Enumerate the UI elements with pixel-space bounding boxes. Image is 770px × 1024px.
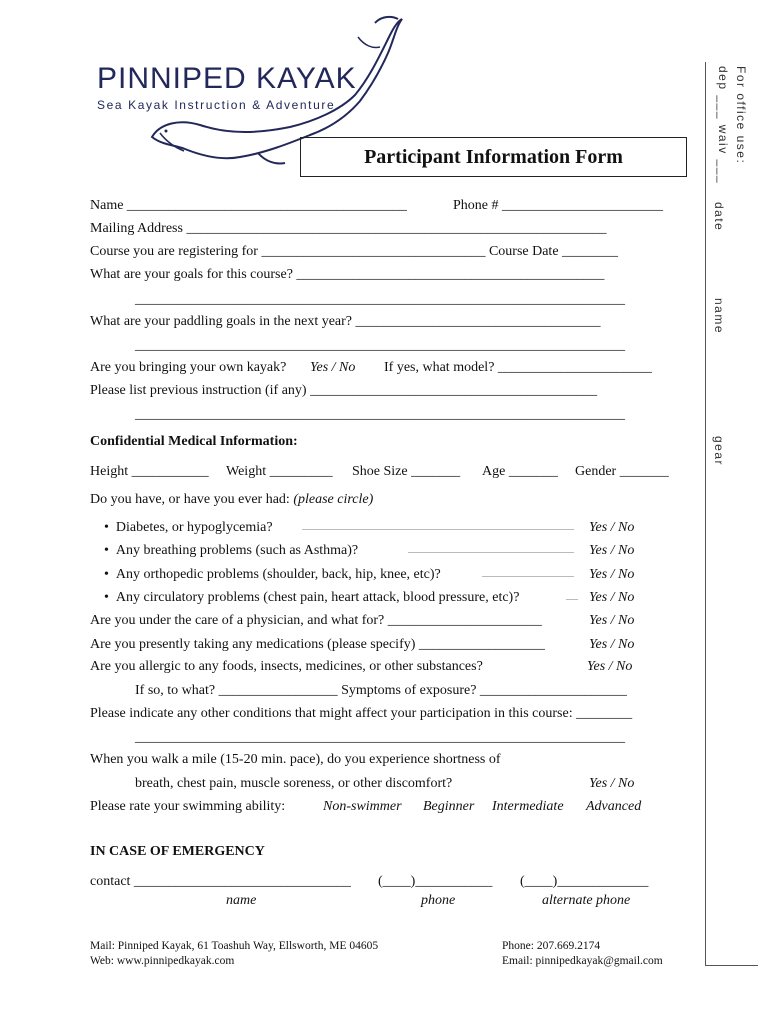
course-field[interactable]: Course you are registering for ________________________________ Course Date ________ [90, 244, 619, 259]
previous-instruction-line2[interactable]: ______________________________________________________________________ [135, 407, 625, 422]
condition-label: Any orthopedic problems (shoulder, back, hip, knee, etc)? [115, 567, 441, 582]
paddling-goals-line2[interactable]: ______________________________________________________________________ [135, 338, 625, 353]
paddling-goals-field[interactable]: What are your paddling goals in the next year? ___________________________________ [90, 314, 601, 329]
condition-item: • Any orthopedic problems (shoulder, back, hip, knee, etc)? [104, 567, 441, 582]
swim-option[interactable]: Intermediate [492, 799, 564, 814]
condition-label: Diabetes, or hypoglycemia? [115, 520, 273, 535]
condition-answer[interactable]: Yes / No [589, 543, 635, 558]
kayak-yes-no[interactable]: Yes / No [310, 360, 356, 375]
other-conditions-field[interactable]: Please indicate any other conditions that might affect your participation in this course: ________ [90, 706, 633, 721]
age-field[interactable]: Age _______ [482, 464, 558, 479]
leader-line [408, 552, 574, 553]
form-title-box [300, 137, 687, 177]
allergy-details-field[interactable]: If so, to what? _________________ Symptoms of exposure? _____________________ [135, 683, 627, 698]
swim-option[interactable]: Beginner [423, 799, 475, 814]
walk-answer[interactable]: Yes / No [589, 776, 635, 791]
goals-field[interactable]: What are your goals for this course? ____________________________________________ [90, 267, 605, 282]
logo-subtitle: Sea Kayak Instruction & Adventure [97, 98, 336, 112]
footer-phone: Phone: 207.669.2174 [502, 940, 601, 952]
condition-answer[interactable]: Yes / No [589, 567, 635, 582]
weight-field[interactable]: Weight _________ [226, 464, 333, 479]
footer-web: Web: www.pinnipedkayak.com [90, 955, 235, 967]
office-date: date [712, 202, 726, 232]
medications-answer[interactable]: Yes / No [589, 637, 635, 652]
condition-answer[interactable]: Yes / No [589, 520, 635, 535]
conditions-question-text: Do you have, or have you ever had: [90, 492, 290, 507]
emergency-name-label: name [226, 893, 257, 908]
goals-field-line2[interactable]: ______________________________________________________________________ [135, 292, 625, 307]
other-conditions-line2[interactable]: ______________________________________________________________________ [135, 730, 625, 745]
gender-field[interactable]: Gender _______ [575, 464, 669, 479]
emergency-alt-phone-field[interactable]: (____)_____________ [520, 874, 649, 889]
physician-answer[interactable]: Yes / No [589, 613, 635, 628]
emergency-contact-field[interactable]: contact _______________________________ [90, 874, 351, 889]
previous-instruction-field[interactable]: Please list previous instruction (if any) _________________________________________ [90, 383, 598, 398]
emergency-heading: IN CASE OF EMERGENCY [90, 844, 265, 859]
shoe-size-field[interactable]: Shoe Size _______ [352, 464, 461, 479]
office-gear: gear [712, 436, 726, 467]
swim-option[interactable]: Advanced [586, 799, 642, 814]
condition-item: • Any breathing problems (such as Asthma)? [104, 543, 359, 558]
condition-label: Any circulatory problems (chest pain, heart attack, blood pressure, etc)? [115, 590, 520, 605]
swim-option[interactable]: Non-swimmer [323, 799, 402, 814]
condition-label: Any breathing problems (such as Asthma)? [115, 543, 359, 558]
emergency-phone-label: phone [421, 893, 456, 908]
footer-email: Email: pinnipedkayak@gmail.com [502, 955, 663, 967]
leader-line [482, 576, 574, 577]
phone-field[interactable]: Phone # _______________________ [453, 198, 663, 213]
allergic-question: Are you allergic to any foods, insects, medicines, or other substances? [90, 659, 483, 674]
emergency-alt-label: alternate phone [542, 893, 631, 908]
leader-line [302, 529, 574, 530]
condition-item: • Diabetes, or hypoglycemia? [104, 520, 273, 535]
height-field[interactable]: Height ___________ [90, 464, 209, 479]
footer-mail: Mail: Pinniped Kayak, 61 Toashuh Way, Ellsworth, ME 04605 [90, 940, 379, 952]
office-use-panel [705, 62, 758, 966]
condition-answer[interactable]: Yes / No [589, 590, 635, 605]
allergic-answer[interactable]: Yes / No [587, 659, 633, 674]
circle-note: (please circle) [293, 492, 374, 507]
logo-title: PINNIPED KAYAK [97, 62, 357, 95]
conditions-question [90, 492, 373, 508]
leader-line [566, 599, 578, 600]
walk-question-line2: breath, chest pain, muscle soreness, or other discomfort? [135, 776, 453, 791]
condition-item: • Any circulatory problems (chest pain, heart attack, blood pressure, etc)? [104, 590, 520, 605]
kayak-question: Are you bringing your own kayak? [90, 360, 287, 375]
form-title: Participant Information Form [364, 145, 623, 168]
office-use-label: For office use: [734, 66, 748, 165]
name-field[interactable]: Name ________________________________________ [90, 198, 407, 213]
emergency-phone-field[interactable]: (____)___________ [378, 874, 493, 889]
swim-question: Please rate your swimming ability: [90, 799, 286, 814]
medical-heading: Confidential Medical Information: [90, 434, 298, 449]
office-name: name [712, 298, 726, 335]
office-dep-waiv: dep ___ waiv ___ [716, 66, 730, 185]
kayak-model-field[interactable]: If yes, what model? ______________________ [384, 360, 652, 375]
physician-field[interactable]: Are you under the care of a physician, and what for? ______________________ [90, 613, 542, 628]
walk-question: When you walk a mile (15-20 min. pace), do you experience shortness of [90, 752, 501, 767]
mailing-address-field[interactable]: Mailing Address ____________________________________________________________ [90, 221, 607, 236]
medications-field[interactable]: Are you presently taking any medications (please specify) __________________ [90, 637, 545, 652]
